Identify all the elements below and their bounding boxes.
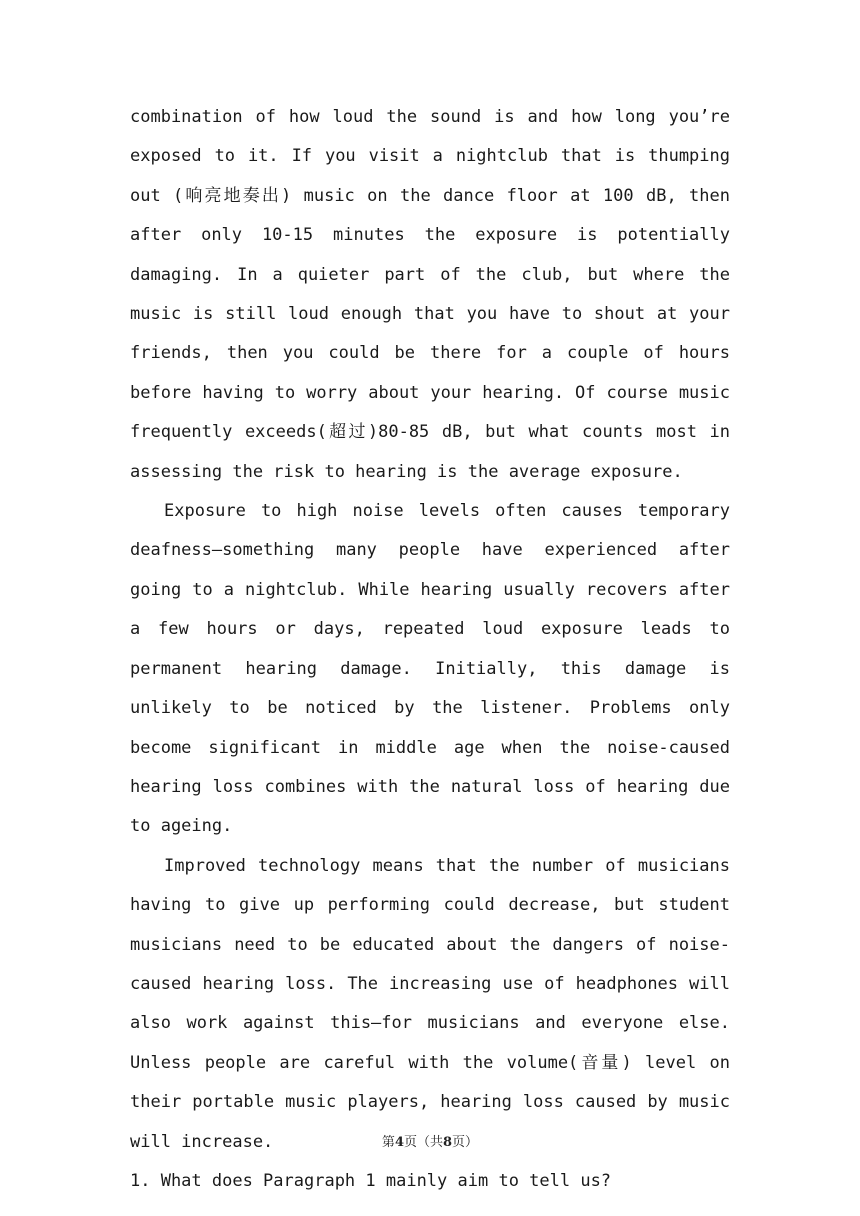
paragraph-2: Exposure to high noise levels often causes temporary deafness—something many people have experienced after going to a nightclub. While hearing usually recovers after a few hours or days, repeated loud exposure leads to permanent hearing damage. Initially, this damage is unlikely to be noticed by the listener. Problems only become significant in middle age when the noise-caused hearing loss combines with the natural loss of hearing due to ageing. — [130, 501, 730, 837]
footer-prefix: 第 — [381, 1135, 395, 1150]
footer-page-number: 4 — [394, 1135, 404, 1150]
passage-body — [130, 98, 730, 1201]
question-1: 1. What does Paragraph 1 mainly aim to tell us? — [130, 1170, 612, 1191]
paragraph-1: combination of how loud the sound is and how long you’re exposed to it. If you visit a nightclub that is thumping out (响亮地奏出) music on the dance floor at 100 dB, then after only 10-15 minutes the exposure is potentially damaging. In a quieter part of the club, but where the music is still loud enough that you have to shout at your friends, then you could be there for a couple of hours before having to worry about your hearing. Of course music frequently exceeds(超过)80-85 dB, but what counts most in assessing the risk to hearing is the average exposure. — [130, 107, 730, 482]
footer-middle: 页（共 — [403, 1135, 443, 1150]
footer-suffix: 页） — [452, 1135, 479, 1150]
footer-total-pages: 8 — [443, 1135, 453, 1150]
paragraph-3: Improved technology means that the number of musicians having to give up performing could decrease, but student musicians need to be educated about the dangers of noise-caused hearing loss. The increasing use of headphones will also work against this—for musicians and everyone else. Unless people are careful with the volume(音量) level on their portable music players, hearing loss caused by music will increase. — [130, 855, 730, 1152]
page-footer — [0, 1131, 860, 1150]
